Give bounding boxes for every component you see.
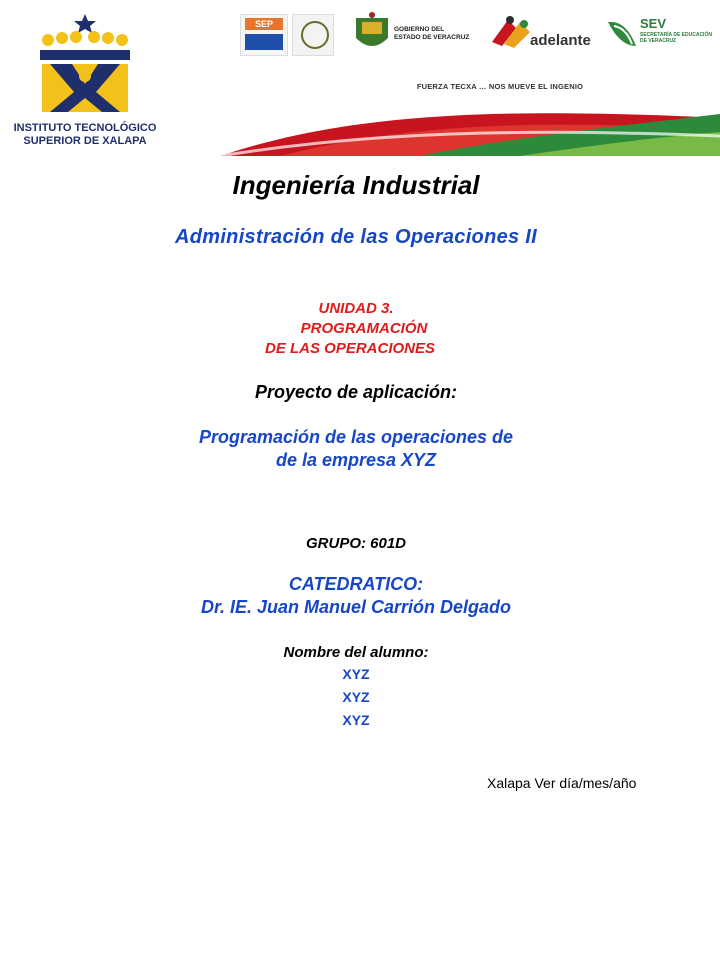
student-name: XYZ (342, 689, 370, 705)
project-title-line1: Programación de las operaciones de (198, 427, 514, 447)
project-label: Proyecto de aplicación: (254, 382, 458, 402)
teacher-name: Dr. IE. Juan Manuel Carrión Delgado (200, 597, 512, 617)
project-title-line2: de la empresa XYZ (275, 450, 437, 470)
veracruz-line2: ESTADO DE VERACRUZ (394, 34, 470, 41)
student-label: Nombre del alumno: (283, 644, 429, 661)
student-name: XYZ (342, 666, 370, 682)
sep-logo (240, 14, 332, 54)
sev-label: SEV (640, 16, 667, 31)
unit-line3: DE LAS OPERACIONES (264, 340, 436, 357)
teacher-label: CATEDRATICO: (288, 574, 424, 594)
sep-label: SEP (245, 18, 283, 30)
header-banner (220, 96, 720, 156)
sev-logo (606, 14, 714, 54)
subject-title: Administración de las Operaciones II (174, 226, 538, 248)
sev-leaf-icon (606, 16, 640, 52)
sev-sub1: SECRETARÍA DE EDUCACIÓN (640, 32, 712, 38)
adelante-label: adelante (530, 32, 591, 49)
student-name: XYZ (342, 712, 370, 728)
sev-sub2: DE VERACRUZ (640, 38, 677, 44)
unit-line1: UNIDAD 3. (318, 300, 394, 317)
veracruz-logo (352, 12, 478, 54)
mexico-seal-icon (292, 14, 334, 56)
motto: FUERZA TECXA … NOS MUEVE EL INGENIO (416, 82, 584, 91)
institute-name-line2: SUPERIOR DE XALAPA (23, 135, 147, 147)
group-label: GRUPO: 601D (305, 535, 407, 552)
veracruz-line1: GOBIERNO DEL (394, 26, 445, 33)
career-title: Ingeniería Industrial (232, 170, 480, 200)
institute-name-line1: INSTITUTO TECNOLÓGICO (13, 122, 157, 134)
place-date: Xalapa Ver día/mes/año (487, 775, 637, 791)
unit-line2: PROGRAMACIÓN (300, 320, 428, 337)
institute-name (0, 122, 170, 148)
adelante-figures-icon (490, 14, 534, 50)
adelante-logo (490, 14, 598, 54)
veracruz-shield-icon (352, 12, 392, 54)
